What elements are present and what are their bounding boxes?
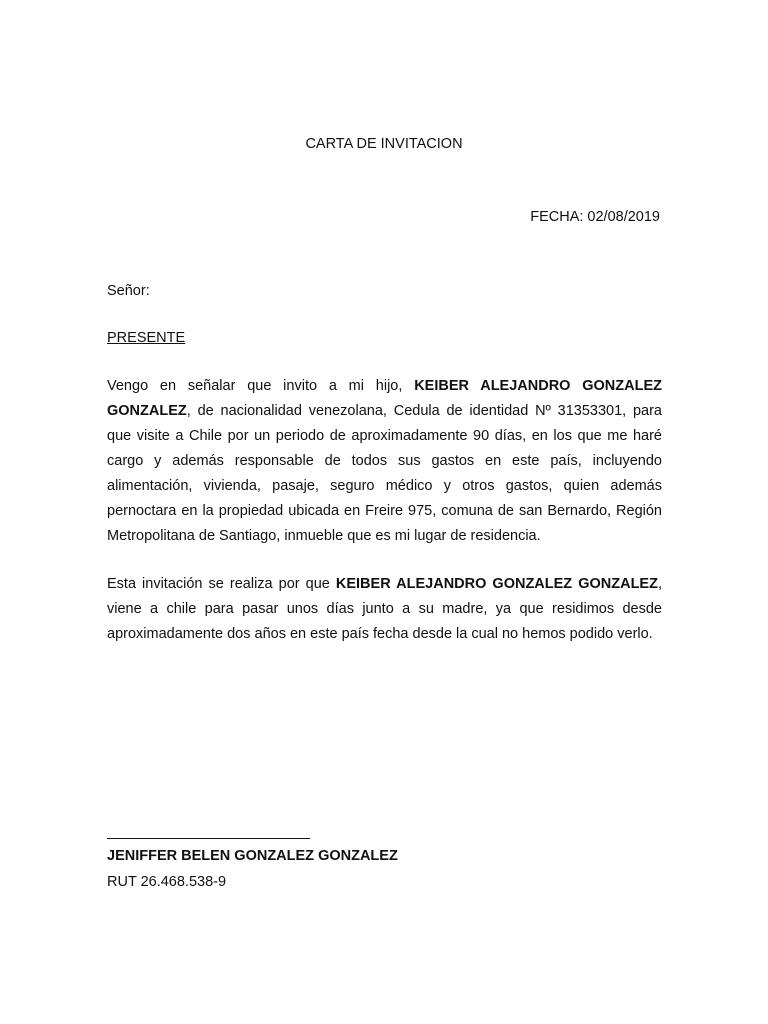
signature-line [107,838,310,839]
signer-rut: RUT 26.468.538-9 [107,874,227,890]
letter-title: CARTA DE INVITACION [305,136,463,152]
presente-heading: PRESENTE [107,330,186,346]
salutation: Señor: [107,283,150,299]
paragraph-2-body: , viene a chile para pasar unos días junto a su madre, ya que residimos desde aproximadamente dos años en este país fecha desde la cual no hemos podido verlo. [107,576,662,642]
invitee-name: KEIBER ALEJANDRO GONZALEZ GONZALEZ [107,378,662,419]
signer-name: JENIFFER BELEN GONZALEZ GONZALEZ [107,848,398,864]
invitee-name-2: KEIBER ALEJANDRO GONZALEZ GONZALEZ [335,576,658,592]
body-paragraph-2 [107,572,662,647]
body-paragraph-1 [107,374,662,549]
letter-date: FECHA: 02/08/2019 [530,209,660,225]
paragraph-2-intro: Esta invitación se realiza por que [107,576,336,592]
paragraph-1-body: , de nacionalidad venezolana, Cedula de identidad Nº 31353301, para que visite a Chile por un periodo de aproximadamente 90 días, en los que me haré cargo y además responsable de todos sus gastos en este país, incluyendo alimentación, vivienda, pasaje, seguro médico y otros gastos, quien además pernoctara en la propiedad ubicada en Freire 975, comuna de san Bernardo, Región Metropolitana de Santiago, inmueble que es mi lugar de residencia. [107,403,662,544]
paragraph-1-intro: Vengo en señalar que invito a mi hijo, [107,378,415,394]
